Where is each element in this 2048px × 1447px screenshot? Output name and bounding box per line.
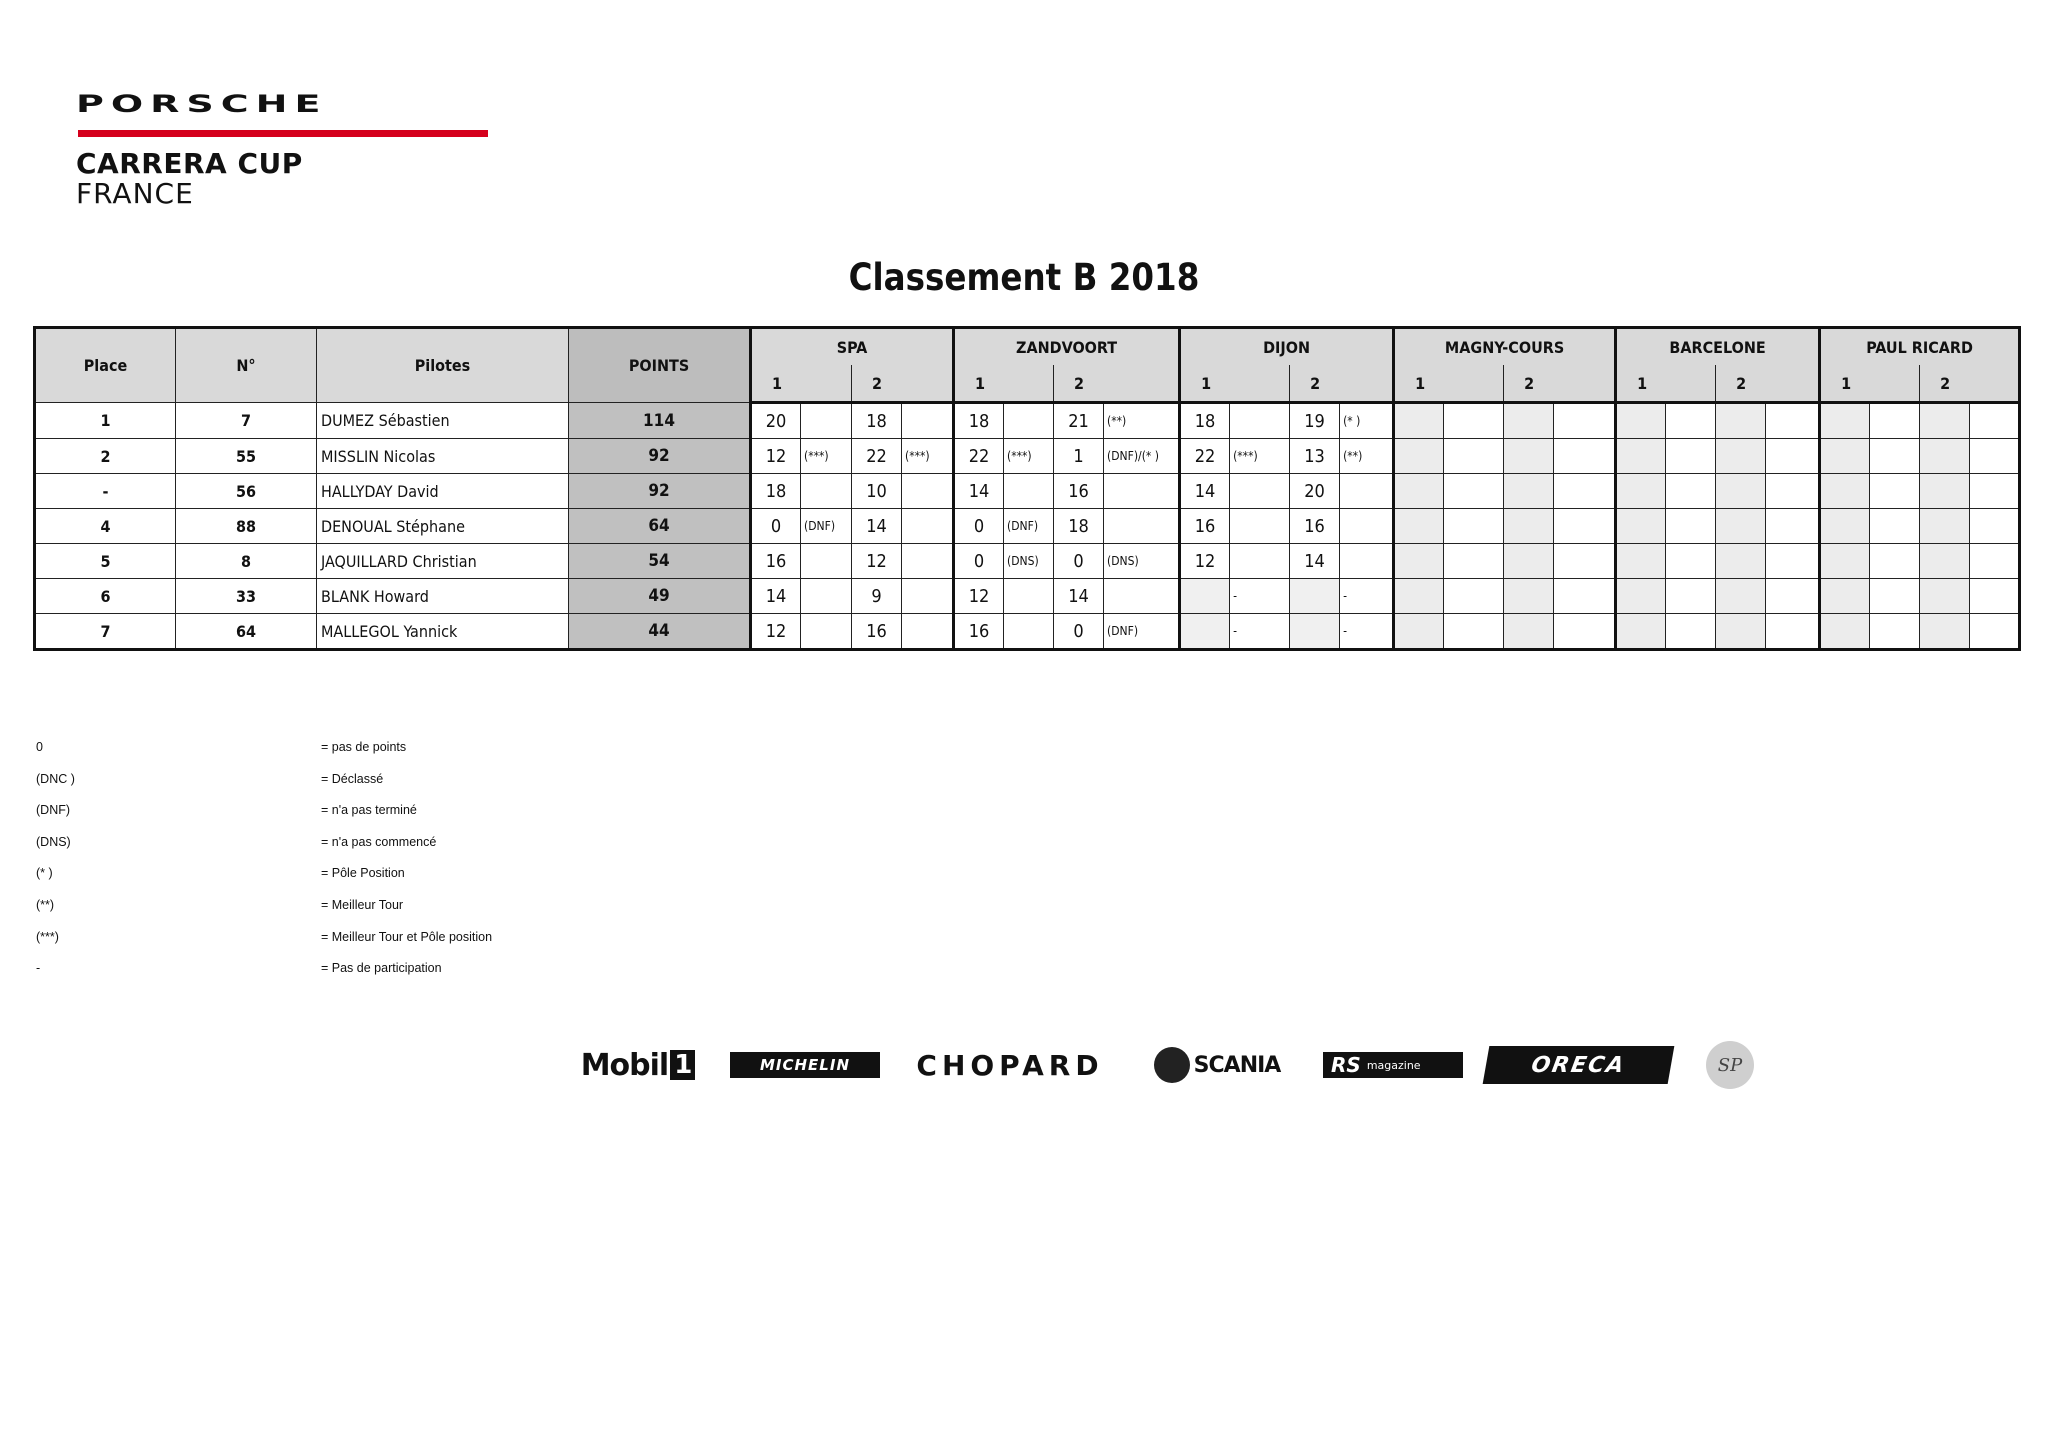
cell-race-result: 14: [954, 474, 1004, 509]
cell-race-status: [902, 509, 954, 544]
cell-race-result: [1716, 509, 1766, 544]
cell-race-result: [1394, 403, 1444, 439]
cell-race-status: [1340, 544, 1394, 579]
cell-race-result: [1616, 544, 1666, 579]
legend-description: = Pas de participation: [321, 961, 442, 976]
cell-race-result: [1394, 509, 1444, 544]
brand-line-2: FRANCE: [76, 177, 194, 210]
header-round-2: 2: [852, 365, 954, 403]
cell-race-result: [1920, 474, 1970, 509]
cell-race-status: [1340, 474, 1394, 509]
cell-race-status: [1766, 474, 1820, 509]
cell-race-result: 13: [1290, 439, 1340, 474]
cell-race-result: [1616, 474, 1666, 509]
cell-place: 2: [35, 439, 176, 474]
table-row: [35, 439, 2020, 474]
cell-race-status: [801, 614, 852, 650]
cell-number: 64: [176, 614, 317, 650]
cell-race-status: [801, 579, 852, 614]
header-round-2: 2: [1920, 365, 2020, 403]
cell-race-result: [1820, 614, 1870, 650]
cell-race-result: 18: [954, 403, 1004, 439]
table-row: [35, 509, 2020, 544]
cell-race-status: [902, 544, 954, 579]
cell-race-status: [902, 579, 954, 614]
standings-table: [33, 326, 2021, 651]
cell-race-result: 0: [954, 509, 1004, 544]
cell-race-status: [1970, 474, 2020, 509]
legend-code: -: [36, 961, 41, 976]
header-track-magny-cours: MAGNY-COURS: [1394, 328, 1616, 366]
rs-text: RS: [1331, 1053, 1361, 1077]
scania-text: SCANIA: [1193, 1052, 1281, 1078]
cell-race-result: [1716, 403, 1766, 439]
cell-points: 114: [569, 403, 751, 439]
cell-race-status: [1870, 509, 1920, 544]
cell-race-result: 21: [1054, 403, 1104, 439]
cell-points: 44: [569, 614, 751, 650]
cell-race-status: [1970, 579, 2020, 614]
cell-race-result: [1616, 403, 1666, 439]
cell-number: 8: [176, 544, 317, 579]
cell-race-result: 22: [954, 439, 1004, 474]
mobil-one: 1: [670, 1050, 695, 1080]
cell-place: 7: [35, 614, 176, 650]
rs-magazine-text: magazine: [1366, 1058, 1421, 1072]
cell-race-status: (DNF): [1004, 509, 1054, 544]
porsche-carrera-cup-logo: [76, 90, 496, 210]
cell-race-status: [1230, 544, 1290, 579]
cell-race-result: 14: [1180, 474, 1230, 509]
cell-race-result: 14: [751, 579, 801, 614]
legend-description: = n'a pas commencé: [321, 834, 437, 849]
cell-race-status: [1970, 544, 2020, 579]
header-track-spa: SPA: [751, 328, 954, 366]
cell-race-status: [1340, 509, 1394, 544]
cell-race-result: 18: [1054, 509, 1104, 544]
cell-race-status: (**): [1104, 403, 1180, 439]
table-row: [35, 403, 2020, 439]
header-round-1: 1: [1394, 365, 1504, 403]
dsp-monogram: SP: [1706, 1041, 1754, 1089]
cell-race-result: 18: [852, 403, 902, 439]
cell-race-result: [1920, 579, 1970, 614]
cell-race-status: [1970, 509, 2020, 544]
legend-description: = Meilleur Tour: [321, 897, 404, 912]
legend-code: (***): [36, 929, 59, 944]
legend-description: = Déclassé: [321, 771, 384, 786]
cell-race-status: (DNS): [1004, 544, 1054, 579]
cell-race-status: [1554, 579, 1616, 614]
cell-race-status: [1230, 474, 1290, 509]
cell-race-result: [1616, 579, 1666, 614]
cell-race-status: [801, 474, 852, 509]
legend-code: (**): [36, 897, 55, 912]
cell-race-status: [1870, 439, 1920, 474]
cell-race-status: [1444, 474, 1504, 509]
scania-badge-icon: [1154, 1047, 1190, 1083]
cell-pilot: HALLYDAY David: [317, 474, 569, 509]
table-row: [35, 579, 2020, 614]
cell-race-status: [1444, 439, 1504, 474]
cell-race-status: [1970, 403, 2020, 439]
rs-magazine-logo: [1323, 1040, 1463, 1090]
cell-race-status: [1766, 403, 1820, 439]
cell-race-result: [1920, 403, 1970, 439]
header-round-1: 1: [1820, 365, 1920, 403]
cell-pilot: JAQUILLARD Christian: [317, 544, 569, 579]
cell-race-status: (DNF): [1104, 614, 1180, 650]
header-points: POINTS: [569, 328, 751, 403]
cell-race-result: 22: [852, 439, 902, 474]
cell-race-status: [1666, 579, 1716, 614]
cell-race-result: [1716, 439, 1766, 474]
cell-race-result: 20: [1290, 474, 1340, 509]
cell-race-status: (***): [902, 439, 954, 474]
cell-race-result: 12: [954, 579, 1004, 614]
cell-race-status: (**): [1340, 439, 1394, 474]
cell-race-status: [801, 403, 852, 439]
cell-pilot: MALLEGOL Yannick: [317, 614, 569, 650]
chopard-logo: CHOPARD: [916, 1048, 1104, 1082]
cell-race-result: [1920, 544, 1970, 579]
cell-race-status: -: [1230, 579, 1290, 614]
cell-race-result: 12: [852, 544, 902, 579]
cell-race-status: [1554, 509, 1616, 544]
cell-race-result: [1716, 614, 1766, 650]
cell-race-result: [1504, 439, 1554, 474]
cell-race-result: [1394, 474, 1444, 509]
cell-race-status: [1766, 509, 1820, 544]
cell-race-result: [1504, 509, 1554, 544]
cell-race-result: [1820, 544, 1870, 579]
cell-race-result: [1716, 544, 1766, 579]
michelin-logo: [730, 1040, 880, 1090]
cell-race-result: 22: [1180, 439, 1230, 474]
cell-race-status: [1666, 474, 1716, 509]
cell-race-status: [1870, 544, 1920, 579]
michelin-text: MICHELIN: [730, 1052, 880, 1078]
cell-race-status: [1970, 439, 2020, 474]
cell-race-result: 16: [751, 544, 801, 579]
header-round-1: 1: [1616, 365, 1716, 403]
cell-race-status: [1554, 474, 1616, 509]
legend-code: (* ): [36, 866, 53, 881]
cell-race-status: -: [1340, 614, 1394, 650]
cell-race-status: -: [1230, 614, 1290, 650]
cell-race-status: (***): [801, 439, 852, 474]
cell-race-status: [1666, 509, 1716, 544]
cell-race-result: [1616, 614, 1666, 650]
scania-logo: [1137, 1040, 1297, 1090]
cell-points: 64: [569, 509, 751, 544]
table-row: [35, 544, 2020, 579]
cell-race-result: [1920, 509, 1970, 544]
cell-points: 92: [569, 474, 751, 509]
cell-points: 49: [569, 579, 751, 614]
cell-pilot: BLANK Howard: [317, 579, 569, 614]
cell-race-status: [1444, 403, 1504, 439]
table-body: [35, 403, 2020, 650]
header-pilots: Pilotes: [317, 328, 569, 403]
legend-description: = Meilleur Tour et Pôle position: [321, 929, 493, 944]
cell-race-result: 0: [751, 509, 801, 544]
cell-race-status: (DNS): [1104, 544, 1180, 579]
cell-race-result: [1290, 614, 1340, 650]
cell-race-result: [1616, 439, 1666, 474]
cell-race-result: 16: [1054, 474, 1104, 509]
cell-race-result: [1180, 579, 1230, 614]
cell-race-status: [1444, 509, 1504, 544]
cell-race-status: [1004, 614, 1054, 650]
cell-race-result: [1820, 509, 1870, 544]
cell-race-status: (* ): [1340, 403, 1394, 439]
cell-race-status: (DNF)/(* ): [1104, 439, 1180, 474]
cell-race-result: [1290, 579, 1340, 614]
cell-race-status: [1666, 614, 1716, 650]
cell-race-status: [1766, 614, 1820, 650]
cell-race-status: [801, 544, 852, 579]
cell-race-result: 20: [751, 403, 801, 439]
cell-race-result: 12: [751, 439, 801, 474]
header-track-barcelone: BARCELONE: [1616, 328, 1820, 366]
cell-race-status: (***): [1230, 439, 1290, 474]
du-sport-et-plus-logo: [1695, 1030, 1765, 1100]
cell-number: 88: [176, 509, 317, 544]
cell-race-result: [1820, 474, 1870, 509]
cell-pilot: DUMEZ Sébastien: [317, 403, 569, 439]
table-row: [35, 614, 2020, 650]
cell-race-result: [1616, 509, 1666, 544]
cell-race-result: [1920, 439, 1970, 474]
cell-race-status: [1766, 579, 1820, 614]
cell-place: -: [35, 474, 176, 509]
table-header-tracks: [35, 328, 2020, 366]
brand-red-bar: [78, 130, 488, 137]
cell-race-result: 12: [1180, 544, 1230, 579]
legend-code: (DNC ): [36, 771, 75, 786]
cell-race-result: 14: [852, 509, 902, 544]
cell-race-result: 16: [852, 614, 902, 650]
header-round-2: 2: [1290, 365, 1394, 403]
header-round-2: 2: [1504, 365, 1616, 403]
cell-race-status: [1004, 474, 1054, 509]
cell-points: 92: [569, 439, 751, 474]
cell-race-status: [1870, 474, 1920, 509]
cell-race-result: [1504, 614, 1554, 650]
cell-race-result: [1394, 544, 1444, 579]
cell-number: 56: [176, 474, 317, 509]
cell-race-status: [1004, 403, 1054, 439]
cell-race-result: [1394, 439, 1444, 474]
cell-race-status: [1766, 439, 1820, 474]
cell-race-result: [1820, 403, 1870, 439]
cell-race-result: 0: [1054, 614, 1104, 650]
cell-race-status: [1554, 614, 1616, 650]
oreca-text: ORECA: [1483, 1046, 1675, 1084]
brand-line-1: CARRERA CUP: [76, 147, 303, 180]
cell-race-result: [1180, 614, 1230, 650]
cell-race-result: [1920, 614, 1970, 650]
cell-race-result: 18: [751, 474, 801, 509]
cell-race-status: [1230, 509, 1290, 544]
cell-place: 1: [35, 403, 176, 439]
cell-place: 5: [35, 544, 176, 579]
cell-points: 54: [569, 544, 751, 579]
cell-race-status: [1870, 614, 1920, 650]
cell-place: 4: [35, 509, 176, 544]
table-row: [35, 474, 2020, 509]
legend-description: = pas de points: [321, 740, 407, 754]
cell-race-status: [1444, 614, 1504, 650]
cell-race-result: [1504, 579, 1554, 614]
cell-race-result: [1820, 579, 1870, 614]
cell-race-status: [1554, 439, 1616, 474]
cell-race-status: [1666, 439, 1716, 474]
header-number: N°: [176, 328, 317, 403]
cell-race-status: [1104, 474, 1180, 509]
cell-race-result: [1394, 579, 1444, 614]
cell-race-status: (***): [1004, 439, 1054, 474]
cell-race-result: 12: [751, 614, 801, 650]
cell-race-status: [902, 474, 954, 509]
cell-race-result: 1: [1054, 439, 1104, 474]
legend-code: 0: [36, 740, 43, 754]
cell-race-result: 16: [1290, 509, 1340, 544]
mobil-text: Mobil: [580, 1047, 669, 1083]
oreca-logo: [1486, 1040, 1671, 1090]
cell-race-status: [1444, 544, 1504, 579]
cell-race-status: [1870, 403, 1920, 439]
cell-number: 33: [176, 579, 317, 614]
cell-race-status: [1444, 579, 1504, 614]
header-track-paul-ricard: PAUL RICARD: [1820, 328, 2020, 366]
mobil1-logo: [573, 1040, 703, 1090]
cell-race-status: [1230, 403, 1290, 439]
header-round-2: 2: [1054, 365, 1180, 403]
cell-race-result: 16: [954, 614, 1004, 650]
cell-race-status: [1554, 403, 1616, 439]
cell-race-status: [902, 614, 954, 650]
header-round-2: 2: [1716, 365, 1820, 403]
cell-race-result: 10: [852, 474, 902, 509]
cell-race-result: 9: [852, 579, 902, 614]
cell-number: 55: [176, 439, 317, 474]
header-place: Place: [35, 328, 176, 403]
cell-race-status: -: [1340, 579, 1394, 614]
cell-race-result: [1504, 544, 1554, 579]
cell-race-status: [1104, 579, 1180, 614]
cell-race-status: [902, 403, 954, 439]
header-track-dijon: DIJON: [1180, 328, 1394, 366]
cell-race-result: [1716, 579, 1766, 614]
cell-race-result: 0: [954, 544, 1004, 579]
legend-description: = n'a pas terminé: [321, 803, 417, 818]
legend-code: (DNF): [36, 803, 71, 818]
cell-pilot: DENOUAL Stéphane: [317, 509, 569, 544]
cell-race-status: [1554, 544, 1616, 579]
cell-race-status: [1004, 579, 1054, 614]
legend-code: (DNS): [36, 834, 71, 849]
cell-race-result: [1504, 474, 1554, 509]
cell-race-result: 18: [1180, 403, 1230, 439]
cell-race-result: 14: [1054, 579, 1104, 614]
brand-wordmark: PORSCHE: [76, 90, 328, 118]
cell-race-status: [1970, 614, 2020, 650]
cell-number: 7: [176, 403, 317, 439]
cell-race-status: [1666, 544, 1716, 579]
header-track-zandvoort: ZANDVOORT: [954, 328, 1180, 366]
cell-race-result: 0: [1054, 544, 1104, 579]
cell-race-result: [1394, 614, 1444, 650]
header-round-1: 1: [954, 365, 1054, 403]
cell-race-result: [1504, 403, 1554, 439]
cell-race-status: [1870, 579, 1920, 614]
cell-race-status: (DNF): [801, 509, 852, 544]
cell-race-status: [1766, 544, 1820, 579]
cell-race-result: [1820, 439, 1870, 474]
legend-description: = Pôle Position: [321, 866, 405, 881]
cell-race-result: 19: [1290, 403, 1340, 439]
header-round-1: 1: [751, 365, 852, 403]
cell-race-result: [1716, 474, 1766, 509]
cell-race-result: 14: [1290, 544, 1340, 579]
cell-race-status: [1666, 403, 1716, 439]
page-title: Classement B 2018: [848, 256, 1200, 299]
cell-race-result: 16: [1180, 509, 1230, 544]
cell-pilot: MISSLIN Nicolas: [317, 439, 569, 474]
cell-race-status: [1104, 509, 1180, 544]
cell-place: 6: [35, 579, 176, 614]
header-round-1: 1: [1180, 365, 1290, 403]
